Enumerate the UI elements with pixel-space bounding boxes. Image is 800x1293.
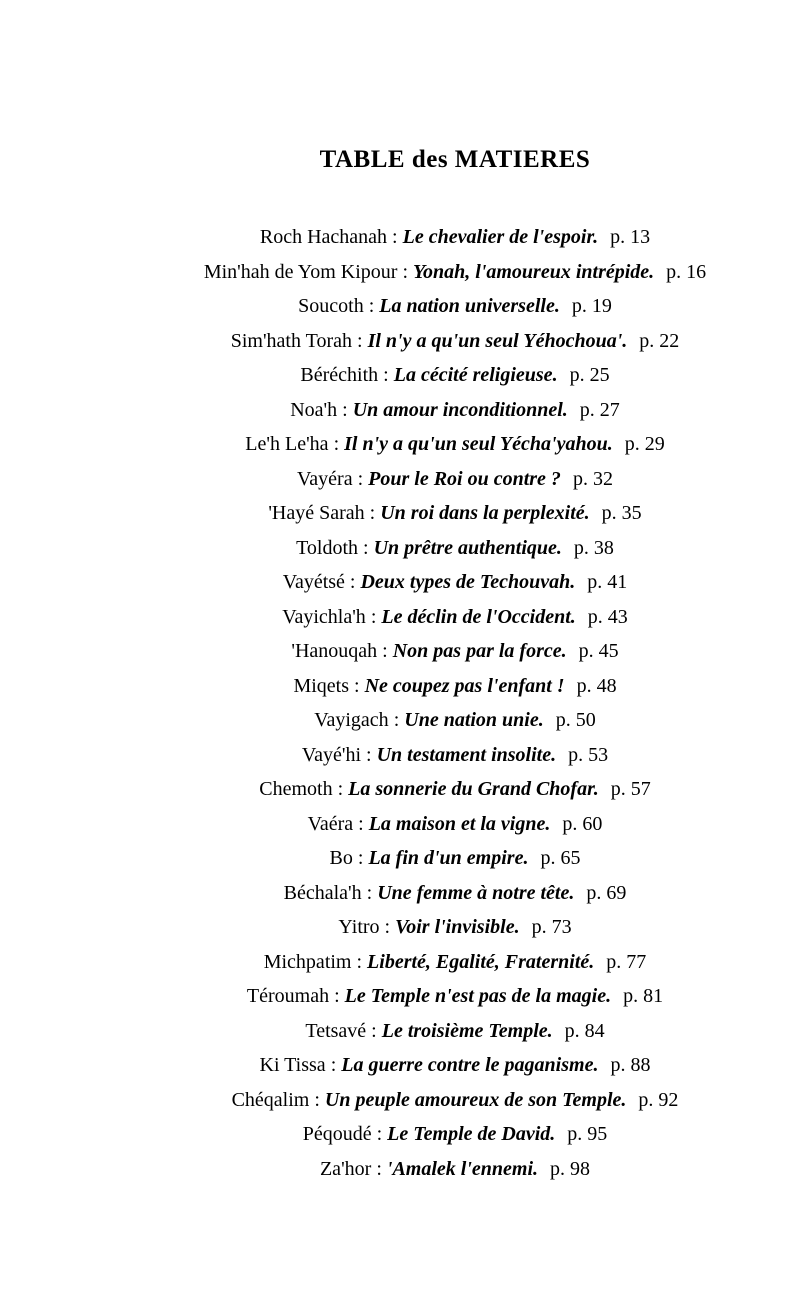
- toc-entry: Vayétsé : Deux types de Techouvah. p. 41: [282, 571, 628, 593]
- toc-entry-parasha: Michpatim: [263, 950, 352, 973]
- toc-entry: Roch Hachanah : Le chevalier de l'espoir. p. 13: [259, 226, 651, 248]
- toc-entry-parasha: Vaéra: [307, 812, 354, 835]
- toc-entry-page-number: p. 84: [564, 1019, 605, 1042]
- toc-entry-page-number: p. 57: [610, 778, 651, 800]
- toc-entry: Chéqalim : Un peuple amoureux de son Temple. p. 92: [231, 1088, 679, 1111]
- toc-entry: Vaéra : La maison et la vigne. p. 60: [307, 812, 603, 835]
- toc-entry-page-number: p. 13: [610, 226, 651, 248]
- toc-entry-parasha: Ki Tissa: [259, 1054, 326, 1076]
- toc-entry-parasha: 'Hanouqah: [291, 640, 378, 662]
- toc-entry-parasha: Min'hah de Yom Kipour: [203, 260, 398, 283]
- toc-entry-page-number: p. 65: [540, 847, 581, 869]
- toc-entry-title: Un peuple amoureux de son Temple.: [324, 1088, 627, 1111]
- toc-entry-parasha: Za'hor: [319, 1157, 372, 1180]
- toc-entry-parasha: Vayé'hi: [301, 743, 362, 766]
- toc-entry-title: 'Amalek l'ennemi.: [386, 1157, 539, 1180]
- toc-entry-title: Un prêtre authentique.: [373, 536, 562, 559]
- toc-entry-title: Liberté, Egalité, Fraternité.: [367, 950, 595, 973]
- toc-entry-parasha: Le'h Le'ha: [245, 433, 329, 455]
- toc-entry-page-number: p. 25: [569, 364, 610, 386]
- toc-entry: Tetsavé : Le troisième Temple. p. 84: [305, 1019, 605, 1042]
- toc-entry-title: Non pas par la force.: [392, 640, 567, 662]
- toc-entry-title: Il n'y a qu'un seul Yéhochoua'.: [367, 329, 628, 352]
- toc-entry-parasha: Vayétsé: [282, 571, 345, 593]
- toc-entry-page-number: p. 32: [572, 467, 613, 490]
- toc-entry: Za'hor : 'Amalek l'ennemi. p. 98: [319, 1157, 591, 1180]
- toc-entry-title: Le Temple de David.: [387, 1123, 556, 1145]
- toc-entry-page-number: p. 88: [610, 1054, 651, 1076]
- toc-entry-title: La guerre contre le paganisme.: [341, 1054, 599, 1076]
- toc-entry-page-number: p. 53: [568, 743, 609, 766]
- toc-entry: Béchala'h : Une femme à notre tête. p. 69: [283, 881, 627, 904]
- toc-entry-title: Deux types de Techouvah.: [360, 571, 576, 593]
- toc-entry-title: Le chevalier de l'espoir.: [402, 226, 599, 248]
- page-title: TABLE des MATIERES: [319, 146, 591, 173]
- toc-entry-page-number: p. 73: [531, 916, 572, 938]
- toc-entry: Toldoth : Un prêtre authentique. p. 38: [296, 536, 614, 559]
- toc-entry-parasha: Bo: [329, 847, 353, 869]
- toc-entry-parasha: Miqets: [293, 674, 349, 697]
- toc-entry-parasha: 'Hayé Sarah: [268, 502, 365, 524]
- toc-entry-title: Un roi dans la perplexité.: [380, 502, 590, 524]
- toc-entry-title: Le troisième Temple.: [381, 1019, 553, 1042]
- toc-entry-title: La cécité religieuse.: [393, 364, 558, 386]
- toc-entry-parasha: Roch Hachanah: [259, 226, 388, 248]
- toc-entry-page-number: p. 29: [624, 433, 665, 455]
- toc-entry: Bo : La fin d'un empire. p. 65: [329, 847, 581, 869]
- toc-entry: Ki Tissa : La guerre contre le paganisme. p. 88: [259, 1054, 651, 1076]
- toc-entry: Michpatim : Liberté, Egalité, Fraternité. p. 77: [263, 950, 647, 973]
- toc-entry: Sim'hath Torah : Il n'y a qu'un seul Yéhochoua'. p. 22: [230, 329, 680, 352]
- toc-entry-title: Un amour inconditionnel.: [352, 398, 568, 421]
- toc-entry-parasha: Noa'h: [290, 398, 338, 421]
- toc-entry-parasha: Péqoudé: [302, 1123, 372, 1145]
- toc-entry-page-number: p. 27: [579, 398, 620, 421]
- toc-entry: Vayichla'h : Le déclin de l'Occident. p. 43: [282, 605, 628, 628]
- toc-entry: Yitro : Voir l'invisible. p. 73: [338, 916, 572, 938]
- toc-entry-parasha: Yitro: [338, 916, 380, 938]
- toc-entry-page-number: p. 69: [586, 881, 627, 904]
- toc-entry-page-number: p. 98: [550, 1157, 591, 1180]
- toc-entry-title: Le déclin de l'Occident.: [381, 605, 576, 628]
- toc-entry: Le'h Le'ha : Il n'y a qu'un seul Yécha'yahou. p. 29: [245, 433, 665, 455]
- toc-entry-page-number: p. 77: [606, 950, 647, 973]
- toc-entry: Béréchith : La cécité religieuse. p. 25: [300, 364, 610, 386]
- toc-entry-page-number: p. 19: [571, 295, 612, 317]
- toc-entry-parasha: Vayigach: [314, 709, 389, 731]
- toc-entry-title: Une nation unie.: [404, 709, 544, 731]
- toc-entry-page-number: p. 22: [639, 329, 680, 352]
- toc-entry-parasha: Chéqalim: [231, 1088, 310, 1111]
- toc-entry-page-number: p. 50: [555, 709, 596, 731]
- toc-entry-page-number: p. 41: [587, 571, 628, 593]
- toc-entry: Soucoth : La nation universelle. p. 19: [298, 295, 612, 317]
- toc-entry-parasha: Vayichla'h: [282, 605, 366, 628]
- toc-entry-page-number: p. 81: [623, 985, 664, 1007]
- toc-entry-title: Le Temple n'est pas de la magie.: [344, 985, 612, 1007]
- toc-entry-parasha: Soucoth: [298, 295, 364, 317]
- toc-entry: Vayigach : Une nation unie. p. 50: [314, 709, 596, 731]
- toc-entry-parasha: Béréchith: [300, 364, 379, 386]
- toc-entry-page-number: p. 92: [638, 1088, 679, 1111]
- toc-entry-title: Yonah, l'amoureux intrépide.: [413, 260, 655, 283]
- toc-entry-title: La nation universelle.: [379, 295, 560, 317]
- toc-entry-title: Ne coupez pas l'enfant !: [364, 674, 565, 697]
- toc-entry-title: Il n'y a qu'un seul Yécha'yahou.: [344, 433, 613, 455]
- toc-entry-parasha: Tetsavé: [305, 1019, 367, 1042]
- toc-entry-page-number: p. 38: [573, 536, 614, 559]
- toc-entry-page-number: p. 60: [562, 812, 603, 835]
- toc-entry-page-number: p. 35: [601, 502, 642, 524]
- toc-entry: Noa'h : Un amour inconditionnel. p. 27: [290, 398, 620, 421]
- toc-entry-title: Voir l'invisible.: [395, 916, 520, 938]
- toc-entry-title: La fin d'un empire.: [368, 847, 529, 869]
- toc-entry-parasha: Béchala'h: [283, 881, 362, 904]
- toc-entry-title: La maison et la vigne.: [368, 812, 551, 835]
- toc-entry-page-number: p. 48: [576, 674, 617, 697]
- toc-entry: Miqets : Ne coupez pas l'enfant ! p. 48: [293, 674, 617, 697]
- toc-entry: Péqoudé : Le Temple de David. p. 95: [302, 1123, 608, 1145]
- toc-entry-page-number: p. 95: [567, 1123, 608, 1145]
- toc-entry-parasha: Téroumah: [246, 985, 330, 1007]
- toc-entry: Min'hah de Yom Kipour : Yonah, l'amoureux intrépide. p. 16: [203, 260, 707, 283]
- toc-entry-title: Pour le Roi ou contre ?: [368, 467, 561, 490]
- toc-entry-parasha: Toldoth: [296, 536, 358, 559]
- toc-entry-title: La sonnerie du Grand Chofar.: [348, 778, 599, 800]
- toc-entry: 'Hayé Sarah : Un roi dans la perplexité. p. 35: [268, 502, 642, 524]
- toc-entry-parasha: Chemoth: [259, 778, 333, 800]
- toc-entry-parasha: Vayéra: [297, 467, 353, 490]
- toc-entry: 'Hanouqah : Non pas par la force. p. 45: [291, 640, 619, 662]
- toc-entry: Téroumah : Le Temple n'est pas de la magie. p. 81: [246, 985, 664, 1007]
- toc-entry-parasha: Sim'hath Torah: [230, 329, 352, 352]
- toc-entry: Vayé'hi : Un testament insolite. p. 53: [301, 743, 609, 766]
- toc-entry: Vayéra : Pour le Roi ou contre ? p. 32: [297, 467, 613, 490]
- toc-entry-title: Une femme à notre tête.: [377, 881, 575, 904]
- toc-entry-page-number: p. 16: [666, 260, 707, 283]
- table-of-contents: [0, 220, 800, 1186]
- toc-entry-page-number: p. 43: [587, 605, 628, 628]
- toc-entry: Chemoth : La sonnerie du Grand Chofar. p. 57: [259, 778, 651, 800]
- toc-entry-page-number: p. 45: [578, 640, 619, 662]
- toc-entry-title: Un testament insolite.: [376, 743, 557, 766]
